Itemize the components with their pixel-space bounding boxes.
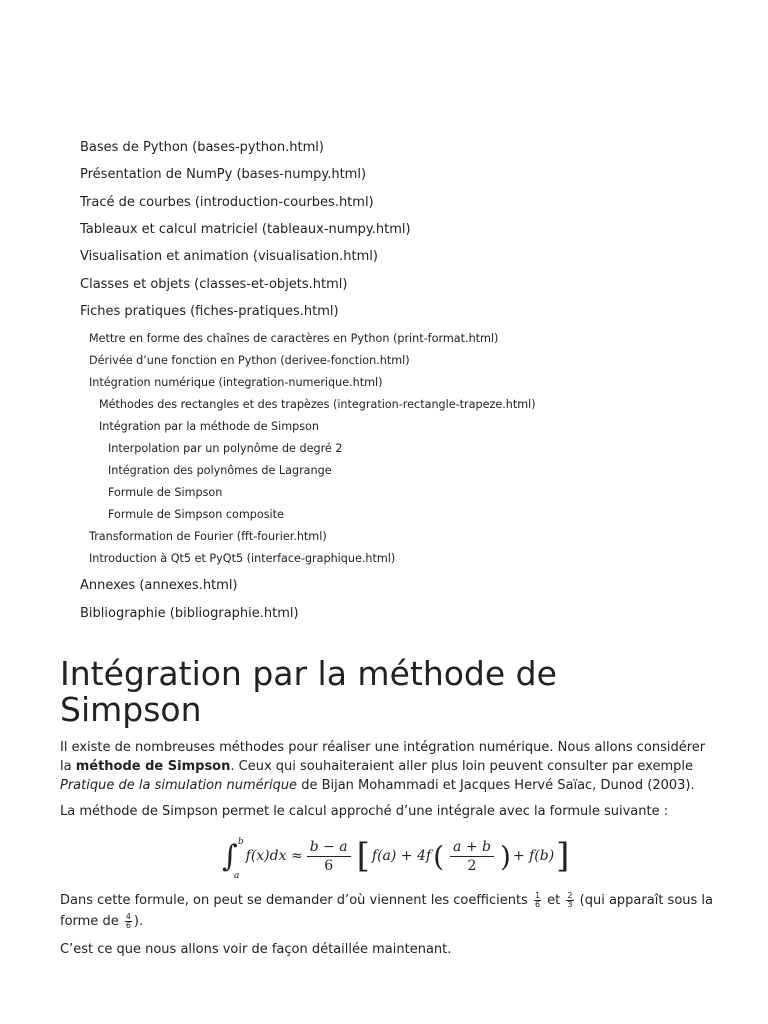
formula-inner-fraction bbox=[450, 839, 494, 874]
simpson-formula bbox=[222, 832, 571, 880]
formula-left-paren: ( bbox=[433, 839, 445, 873]
intro-book-title: Pratique de la simulation numérique bbox=[60, 778, 298, 793]
coef-fraction-4-6 bbox=[125, 913, 132, 930]
coef-fraction-2-3 bbox=[566, 892, 573, 909]
coef-frac-3-den: 6 bbox=[125, 921, 131, 930]
toc-item[interactable]: Visualisation et animation (visualisation.html) bbox=[80, 249, 378, 265]
coef-frac-3-num: 4 bbox=[125, 912, 131, 921]
formula-inner-numerator: a + b bbox=[450, 839, 494, 857]
toc-item[interactable]: Mettre en forme des chaînes de caractères en Python (print-format.html) bbox=[89, 332, 499, 346]
coef-text-and: et bbox=[543, 893, 565, 908]
formula-left-bracket: [ bbox=[356, 836, 370, 876]
coef-frac-2-den: 3 bbox=[567, 900, 573, 909]
toc-item[interactable]: Dérivée d’une fonction en Python (derivee-fonction.html) bbox=[89, 354, 410, 368]
intro-text-1: Il existe de nombreuses méthodes pour réaliser une intégration numérique. Nous allons considérer la bbox=[60, 740, 706, 774]
toc-item[interactable]: Intégration numérique (integration-numerique.html) bbox=[89, 376, 383, 390]
toc-item[interactable]: Formule de Simpson bbox=[108, 486, 223, 500]
toc-item[interactable]: Méthodes des rectangles et des trapèzes (integration-rectangle-trapeze.html) bbox=[99, 398, 536, 412]
coef-text-3: ). bbox=[133, 914, 144, 929]
integral-upper-bound: b bbox=[238, 836, 244, 847]
integral-sign: ∫ b a bbox=[222, 836, 244, 881]
formula-inner-denominator: 2 bbox=[467, 857, 477, 874]
formula-intro-paragraph: La méthode de Simpson permet le calcul approché d’une intégrale avec la formule suivante : bbox=[60, 804, 669, 819]
coef-frac-1-den: 6 bbox=[534, 900, 541, 909]
closing-paragraph: C’est ce que nous allons voir de façon détaillée maintenant. bbox=[60, 942, 452, 957]
intro-text-3: de Bijan Mohammadi et Jacques Hervé Saïac, Dunod (2003). bbox=[297, 778, 695, 793]
toc-item[interactable]: Bases de Python (bases-python.html) bbox=[80, 140, 324, 155]
toc-item[interactable]: Introduction à Qt5 et PyQt5 (interface-graphique.html) bbox=[89, 552, 396, 566]
formula-fraction-numerator: b − a bbox=[307, 839, 351, 857]
formula-term-2: + f(b) bbox=[512, 848, 555, 864]
formula-fraction-denominator: 6 bbox=[324, 857, 334, 874]
formula-right-paren: ) bbox=[499, 839, 511, 873]
coef-frac-1-num: 1 bbox=[534, 891, 541, 900]
toc-item[interactable]: Interpolation par un polynôme de degré 2 bbox=[108, 442, 343, 456]
coef-text-1: Dans cette formule, on peut se demander d’où viennent les coefficients bbox=[60, 893, 532, 908]
intro-bold-method: méthode de Simpson bbox=[75, 759, 231, 774]
formula-fraction bbox=[307, 839, 351, 874]
toc-item[interactable]: Bibliographie (bibliographie.html) bbox=[80, 605, 299, 621]
coef-frac-2-num: 2 bbox=[567, 891, 573, 900]
formula-term-1: f(a) + 4f bbox=[371, 848, 432, 864]
formula-right-bracket: ] bbox=[556, 836, 570, 876]
intro-paragraph bbox=[60, 738, 720, 795]
toc-item[interactable]: Tracé de courbes (introduction-courbes.html) bbox=[80, 194, 374, 210]
formula-integrand: f(x)dx ≈ bbox=[245, 848, 303, 864]
toc-item[interactable]: Classes et objets (classes-et-objets.html) bbox=[80, 276, 348, 292]
toc-item[interactable]: Tableaux et calcul matriciel (tableaux-numpy.html) bbox=[80, 221, 411, 237]
coef-text-2: (qui apparaît sous la forme de bbox=[60, 893, 713, 929]
intro-text-2: . Ceux qui souhaiteraient aller plus loin peuvent consulter par exemple bbox=[230, 759, 693, 774]
toc-item[interactable]: Intégration des polynômes de Lagrange bbox=[108, 464, 332, 478]
coefficients-paragraph bbox=[60, 890, 720, 932]
toc-item[interactable]: Fiches pratiques (fiches-pratiques.html) bbox=[80, 303, 339, 319]
toc-item[interactable]: Intégration par la méthode de Simpson bbox=[99, 420, 319, 434]
toc-item[interactable]: Annexes (annexes.html) bbox=[80, 578, 238, 594]
toc-item[interactable]: Présentation de NumPy (bases-numpy.html) bbox=[80, 167, 367, 183]
coef-fraction-1-6 bbox=[534, 892, 541, 909]
page-title: Intégration par la méthode de Simpson bbox=[60, 654, 557, 729]
integral-lower-bound: a bbox=[234, 870, 240, 881]
toc-item[interactable]: Transformation de Fourier (fft-fourier.html) bbox=[89, 530, 327, 544]
toc-item[interactable]: Formule de Simpson composite bbox=[108, 508, 284, 522]
